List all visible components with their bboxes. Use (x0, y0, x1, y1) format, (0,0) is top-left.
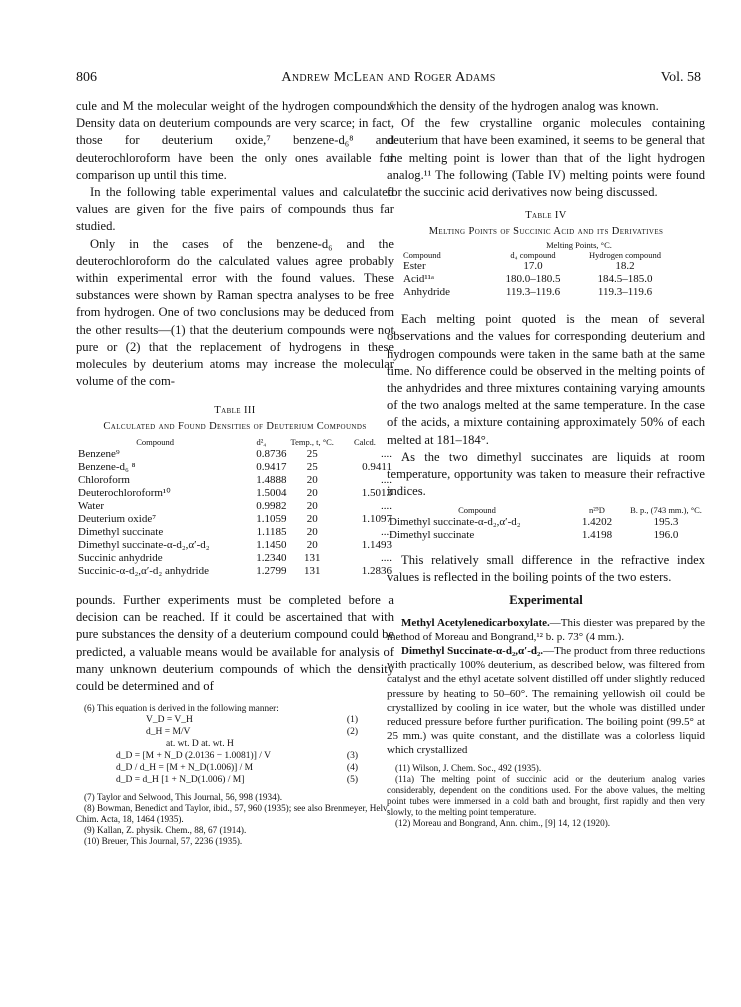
table-cell: 20 (306, 512, 318, 525)
table-cell: 20 (306, 473, 318, 486)
footnotes (387, 763, 705, 829)
table-cell: .... (381, 473, 392, 486)
table-cell: 20 (306, 486, 318, 499)
table-row (401, 260, 671, 273)
equation-footnote (76, 703, 394, 786)
paragraph: Only in the cases of the benzene-d₆ and the deuterochloroform do the calculated values agree probably within experimental error with the found values. These substances were shown by Raman spectra analyses to be free from hydrogen. One of two conclusions may be deduced from the other results—(1) that the deuterium compounds were not pure or (2) that the replacement of hydrogens in these molecules by deuterium atoms may increase the molecular volume of the com- (76, 236, 394, 389)
table-cell: 1.4202 (581, 515, 613, 528)
column-header: n²⁵D (589, 505, 605, 516)
table-cell: Benzene-d₆ ⁸ (78, 460, 136, 473)
column-header: Calcd. (353, 437, 376, 448)
refractive-index-table (387, 506, 705, 542)
paragraph: cule and M the molecular weight of the hydrogen compound.⁶ Density data on deuterium compounds are very scarce; in fact, those for deuterium oxide,⁷ benzene-d₆⁸ and deuterochloroform have been the only ones available for comparison up until this time. (76, 99, 394, 182)
table-cell: 25 (306, 460, 318, 473)
table-cell: 196.0 (653, 528, 679, 541)
table-cell: 0.9417 (256, 460, 287, 473)
table-cell: Dimethyl succinate-α-d₂,α′-d₂ (78, 538, 210, 551)
column-header: Compound (403, 249, 441, 260)
footnote: (10) Breuer, This Journal, 57, 2236 (1935). (84, 836, 243, 847)
equation (76, 774, 394, 786)
paragraph (387, 616, 705, 644)
table-cell: 119.3–119.6 (505, 286, 561, 299)
table-row (401, 286, 671, 299)
table-cell: 20 (306, 525, 318, 538)
column-header: B. p., (743 mm.), °C. (630, 505, 702, 516)
table-cell: Succinic anhydride (78, 551, 163, 564)
table-cell: 20 (306, 499, 318, 512)
equation-expr: d_D = d_H [1 + N_D(1.006) / M] (116, 775, 245, 786)
paragraph: In the following table experimental values and calculated values are given for the five pairs of compounds thus far studied. (76, 185, 394, 234)
paragraph-title: Methyl Acetylenedicarboxylate. (401, 616, 550, 629)
table-row (76, 448, 394, 461)
table-iv (387, 209, 705, 299)
column-header: Compound (136, 437, 174, 448)
table-cell: 18.2 (615, 260, 635, 273)
table-label: Table IV (525, 210, 567, 222)
table-row (387, 516, 705, 529)
footnote: (12) Moreau and Bongrand, Ann. chim., [9] 14, 12 (1920). (395, 817, 611, 828)
paragraph-title: Dimethyl Succinate-α-d₂,α′-d₂. (401, 644, 544, 657)
table-iii (76, 404, 394, 578)
paragraph-text: —This diester was prepared by the method of Moreau and Bongrand,¹² b. p. 73° (4 mm.). (387, 616, 705, 643)
equation (76, 726, 394, 738)
table-cell: 195.3 (653, 515, 679, 528)
table-cell: 1.5004 (256, 486, 287, 499)
paragraph: Of the few crystalline organic molecules containing deuterium that have been examined, it seems to be general that the melting point is lower than that of the light hydrogen analog.¹¹ The following (Table IV) melting points were found for the succinic acid derivatives now being discussed. (387, 116, 705, 200)
equation-number: (1) (346, 715, 358, 726)
page-number: 806 (76, 70, 97, 85)
column-header: Temp., t, °C. (290, 437, 334, 448)
table-cell: Ester (403, 260, 426, 273)
paragraph: This relatively small difference in the refractive index values is reflected in the boiling points of the two esters. (387, 552, 705, 585)
table-caption: Calculated and Found Densities of Deuterium Compounds (103, 421, 367, 433)
table-cell: Benzene⁹ (78, 447, 120, 460)
footnote: (11) Wilson, J. Chem. Soc., 492 (1935). (395, 762, 542, 773)
footnote: (8) Bowman, Benedict and Taylor, ibid., 57, 960 (1935); see also Brenmeyer, Helv. Chim. Acta, 18, 1464 (1935). (76, 803, 390, 825)
column-header: Hydrogen compound (588, 249, 661, 260)
table-row (76, 526, 394, 539)
table-cell: 1.1185 (256, 525, 287, 538)
table-cell: .... (381, 447, 392, 460)
table-cell: Dimethyl succinate (389, 528, 475, 541)
table-row (76, 513, 394, 526)
table-cell: 1.1493 (361, 538, 392, 551)
table-row (76, 565, 394, 578)
running-title: Andrew McLean and Roger Adams (281, 70, 496, 85)
melting-point-table (401, 241, 671, 299)
group-header: Melting Points, °C. (546, 240, 612, 251)
paragraph (387, 644, 705, 758)
table-cell: 131 (303, 551, 321, 564)
footnote: (11a) The melting point of succinic acid or the deuterium analog varies considerably, dependent on the conditions used. For the above values, the melting point tubes were immersed in a cold bath and brought, first rapidly and then very slowly, to the melting point temperature. (387, 773, 705, 817)
table-cell: 1.2340 (256, 551, 287, 564)
paragraph-text: —The product from three reductions with practically 100% deuterium, as described below, was filtered from catalyst and the ethyl acetate solvent distilled off under slightly reduced pressure by heating to 50–60°. The remaining yellowish oil could be crystallized by cooling in ice water, but the whole was distilled under reduced pressure before further purification. The boiling point (99.5° at 25 mm.) was quite constant, and the distillate was a colorless liquid which crystallized (387, 644, 706, 757)
table-cell: Succinic-α-d₂,α′-d₂ anhydride (78, 564, 209, 577)
equation-expr: d_H = M/V (146, 727, 191, 738)
table-cell: 1.2836 (361, 564, 392, 577)
table-cell: 25 (306, 447, 318, 460)
footnote: (9) Kallan, Z. physik. Chem., 88, 67 (1914). (84, 825, 247, 836)
equation (76, 750, 394, 762)
footnote: (7) Taylor and Selwood, This Journal, 56, 998 (1934). (84, 792, 283, 803)
left-column (76, 98, 394, 847)
table-cell: 1.4198 (581, 528, 613, 541)
table-cell: Chloroform (78, 473, 130, 486)
table-cell: 17.0 (523, 260, 543, 273)
table-cell: 1.2799 (256, 564, 287, 577)
table-cell: 1.1097 (361, 512, 392, 525)
equation (76, 762, 394, 774)
equation (76, 738, 394, 750)
equation-number: (3) (346, 751, 358, 762)
table-cell: Water (78, 499, 104, 512)
table-cell: 119.3–119.6 (597, 286, 653, 299)
table-cell: 20 (306, 538, 318, 551)
table-cell: Deuterochloroform¹⁰ (78, 486, 171, 499)
table-row (76, 500, 394, 513)
table-cell: .... (381, 525, 392, 538)
right-column (387, 98, 705, 829)
table-cell: .... (381, 499, 392, 512)
equation-expr: d_D = [M + N_D (2.0136 − 1.0081)] / V (116, 751, 271, 762)
equation-number: (5) (346, 775, 358, 786)
table-cell: 1.1450 (256, 538, 287, 551)
density-table (76, 438, 394, 578)
table-label: Table III (214, 405, 256, 417)
equation-expr: V_D = V_H (146, 715, 193, 726)
table-cell: 180.0–180.5 (505, 273, 561, 286)
column-header: d²₄ (256, 437, 267, 448)
table-caption: Melting Points of Succinic Acid and its Derivatives (428, 226, 664, 238)
table-cell: Dimethyl succinate (78, 525, 164, 538)
table-cell: 131 (303, 564, 321, 577)
table-row (401, 273, 671, 286)
table-cell: Deuterium oxide⁷ (78, 512, 157, 525)
paragraph: which the density of the hydrogen analog was known. (387, 99, 659, 113)
paragraph: As the two dimethyl succinates are liquids at room temperature, opportunity was taken to measure their refractive indices. (387, 449, 705, 499)
paragraph: Each melting point quoted is the mean of several observations and the values for corresponding deuterium and hydrogen compounds were taken in the same bath at the same time. No difference could be observed in the melting points of the anhydrides and three mixtures containing varying amounts of the two analogs melted at the same temperature. In the case of the acids, a mixture containing approximately 50% of each melted at 181–184°. (387, 312, 705, 447)
section-heading: Experimental (509, 593, 583, 608)
table-cell: 1.4888 (256, 473, 287, 486)
footnotes (76, 792, 394, 847)
equation-number: (4) (346, 763, 358, 774)
table-cell: 1.5013 (361, 486, 392, 499)
column-header: Compound (458, 505, 496, 516)
column-header: d₄ compound (510, 249, 556, 260)
table-row (387, 529, 705, 542)
table-cell: Acid¹¹ᵃ (403, 273, 434, 286)
running-header (76, 70, 701, 88)
footnote: (6) This equation is derived in the following manner: (84, 703, 279, 714)
table-cell: 0.9982 (256, 499, 287, 512)
equation-expr: at. wt. D at. wt. H (166, 739, 234, 750)
table-row (76, 474, 394, 487)
equation-number: (2) (346, 727, 358, 738)
table-cell: 0.9411 (362, 460, 392, 473)
volume-number: Vol. 58 (660, 70, 701, 85)
equation (76, 714, 394, 726)
table-cell: Dimethyl succinate-α-d₂,α′-d₂ (389, 515, 521, 528)
table-row (76, 552, 394, 565)
table-cell: 184.5–185.0 (597, 273, 653, 286)
paragraph: pounds. Further experiments must be completed before a decision can be reached. If it could be ascertained that with pure substances the density of a deuterium compound could be predicted, a valuable means would be available for analysis of many unknown deuterium compounds of which the density could be determined and of (76, 592, 394, 693)
table-row (76, 539, 394, 552)
table-cell: 0.8736 (256, 447, 287, 460)
table-row (76, 461, 394, 474)
equation-expr: d_D / d_H = [M + N_D(1.006)] / M (116, 763, 254, 774)
table-cell: 1.1059 (256, 512, 287, 525)
table-cell: Anhydride (403, 286, 451, 299)
table-row (76, 487, 394, 500)
table-cell: .... (381, 551, 392, 564)
